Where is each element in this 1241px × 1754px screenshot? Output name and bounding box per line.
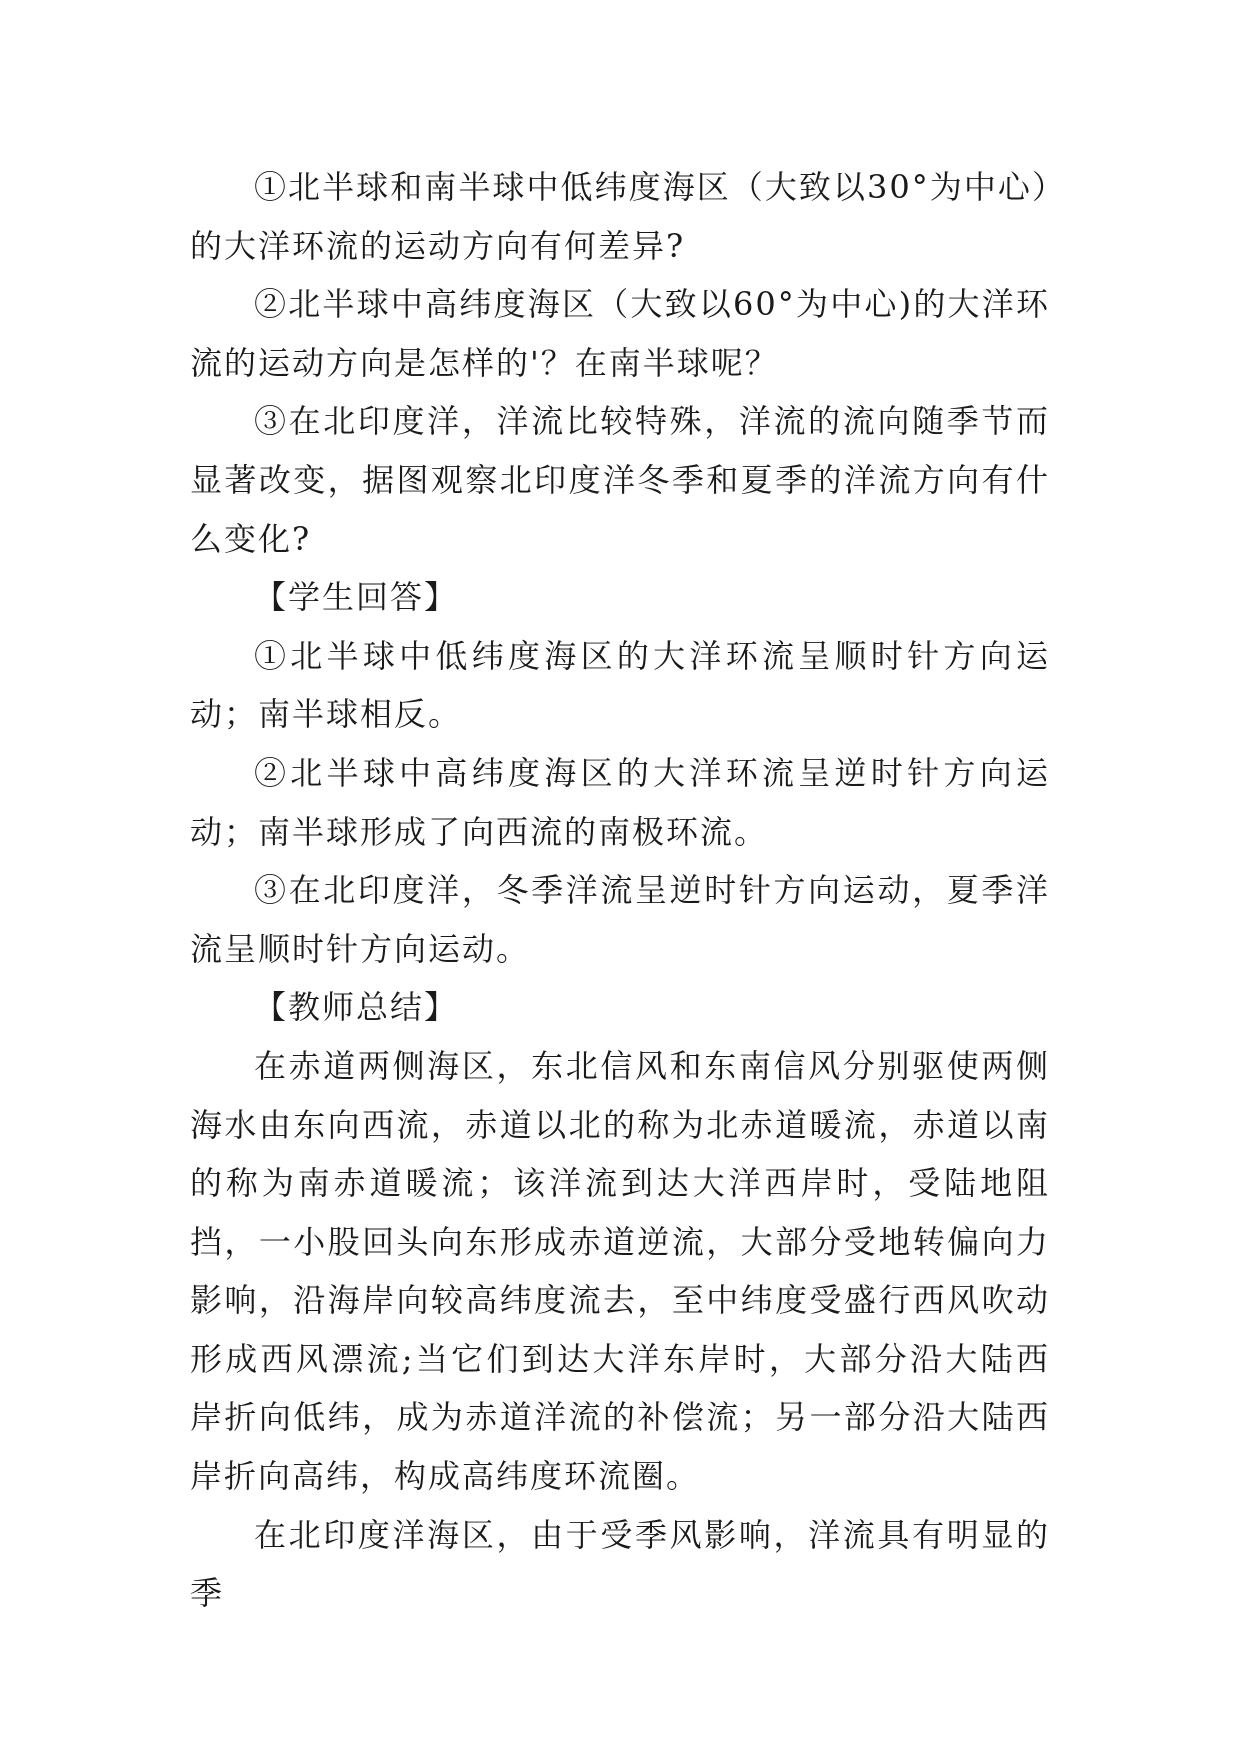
section-heading-student-answers: 【学生回答】 [254,578,459,617]
summary-paragraph-2: 在北印度洋海区，由于受季风影响，洋流具有明显的季 [190,1515,1050,1613]
answer-paragraph-1: ①北半球中低纬度海区的大洋环流呈顺时针方向运动；南半球相反。 [190,636,1050,734]
answer-paragraph-3: ③在北印度洋，冬季洋流呈逆时针方向运动，夏季洋流呈顺时针方向运动。 [190,871,1050,968]
section-heading-teacher-summary: 【教师总结】 [254,988,459,1027]
question-paragraph-3: ③在北印度洋，洋流比较特殊，洋流的流向随季节而显著改变，据图观察北印度洋冬季和夏季的洋流方向有什么变化? [190,402,1050,558]
answer-paragraph-2: ②北半球中高纬度海区的大洋环流呈逆时针方向运动；南半球形成了向西流的南极环流。 [190,753,1050,851]
question-paragraph-1: ①北半球和南半球中低纬度海区（大致以30°为中心）的大洋环流的运动方向有何差异? [190,168,1050,265]
document-body [190,158,1050,1623]
summary-paragraph-1: 在赤道两侧海区，东北信风和东南信风分别驱使两侧海水由东向西流，赤道以北的称为北赤道暖流，赤道以南的称为南赤道暖流；该洋流到达大洋西岸时，受陆地阻挡，一小股回头向东形成赤道逆流，大部分受地转偏向力影响，沿海岸向较高纬度流去，至中纬度受盛行西风吹动形成西风漂流;当它们到达大洋东岸时，大部分沿大陆西岸折向低纬，成为赤道洋流的补偿流；另一部分沿大陆西岸折向高纬，构成高纬度环流圈。 [190,1046,1050,1496]
question-paragraph-2: ②北半球中高纬度海区（大致以60°为中心)的大洋环流的运动方向是怎样的'？在南半球呢？ [190,285,1050,382]
